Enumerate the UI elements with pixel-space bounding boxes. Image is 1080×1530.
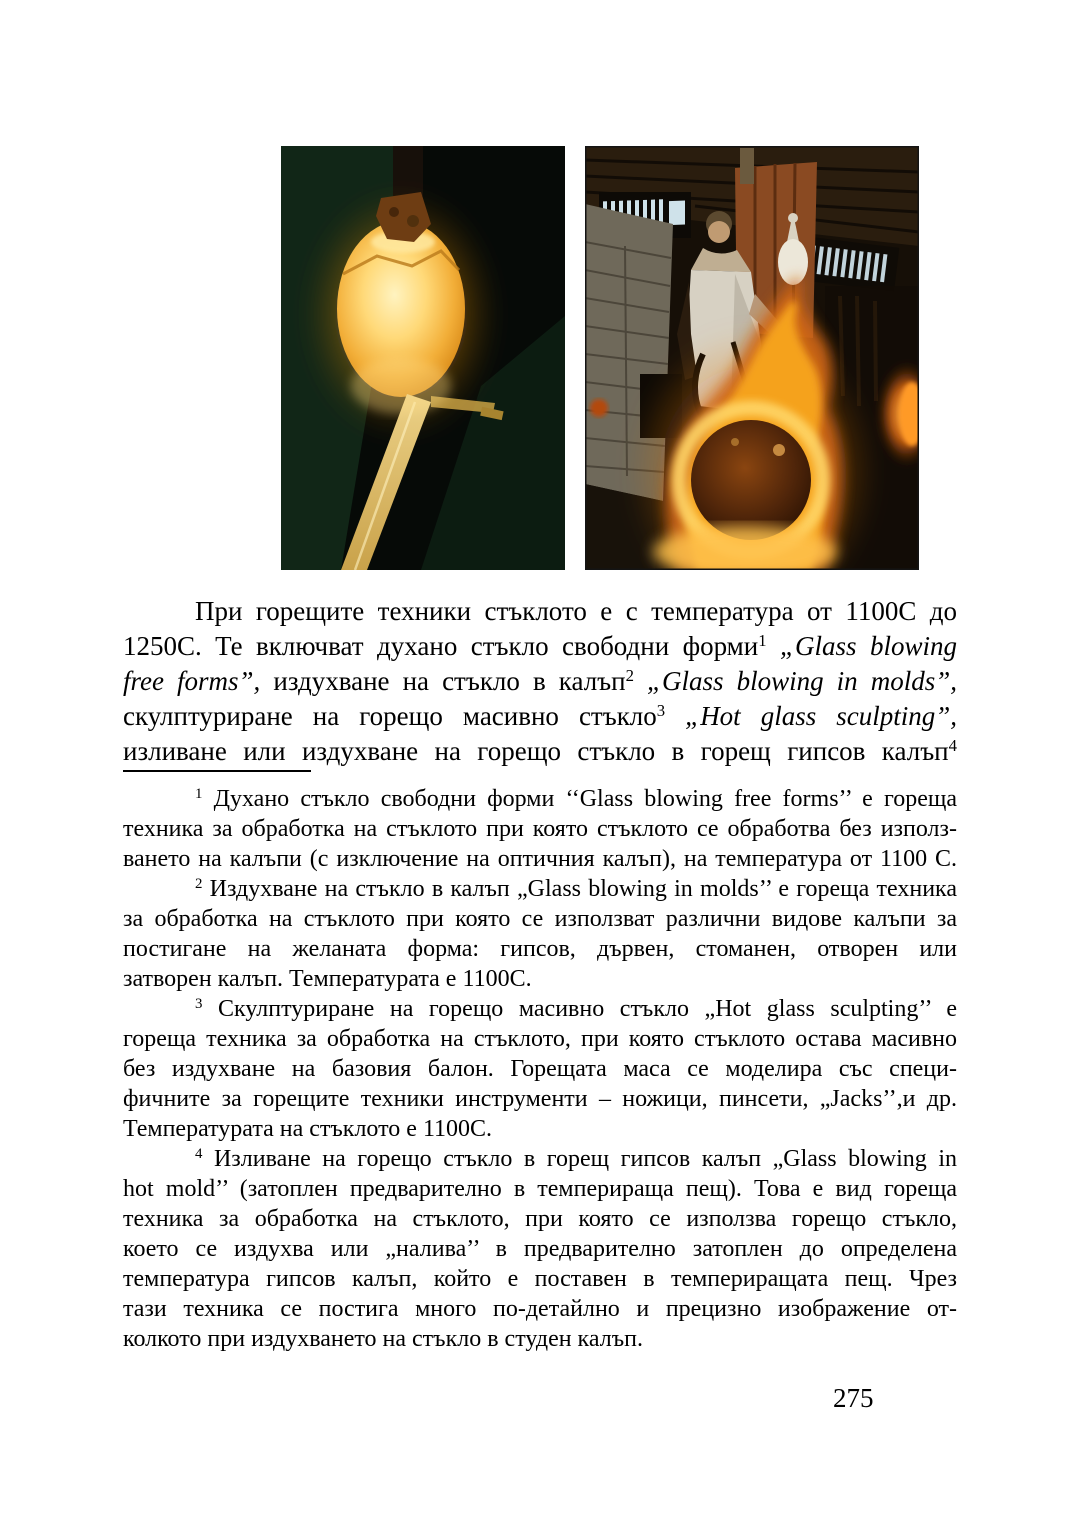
text-segment: постигане на желаната форма: гипсов, дървен, стоманен, отворен или [123, 936, 957, 962]
text-segment: Температурата на стъклото е 1100С. [123, 1116, 493, 1142]
footnote-4 [123, 1144, 957, 1354]
footnotes-block [123, 784, 957, 1354]
text-segment: „Glass blowing in molds”, [647, 666, 957, 696]
text-segment: Духано стъкло свободни форми ‘‘Glass blowing free forms’’ е гореща [202, 786, 957, 812]
text-segment [767, 631, 780, 661]
text-segment: техника за обработка на стъклото при която стъклото се обработва без използ- [123, 816, 957, 842]
text-line [123, 1054, 957, 1084]
footnote-marker: 4 [948, 735, 957, 755]
text-segment: ването на калъпи (с изключение на оптичния калъп), на температура от 1100 С. [123, 846, 957, 872]
text-line [123, 1084, 957, 1114]
text-segment: „Hot glass sculpting”, [685, 701, 957, 731]
text-segment [665, 701, 685, 731]
text-segment: Скулптуриране на горещо масивно стъкло „Hot glass sculpting’’ е [202, 996, 957, 1022]
text-line [123, 964, 957, 994]
text-line [123, 594, 957, 629]
text-line [123, 904, 957, 934]
footnote-marker: 3 [195, 995, 203, 1012]
text-line [123, 664, 957, 699]
photo-molten-glass [281, 146, 565, 570]
text-line [123, 784, 957, 814]
text-line [123, 934, 957, 964]
footnote-1 [123, 784, 957, 874]
footnote-separator [123, 770, 311, 772]
workshop-illustration [585, 146, 919, 570]
sphere-highlight-2 [731, 438, 739, 446]
text-segment: колкото при издухването на стъкло в студен калъп. [123, 1326, 643, 1352]
text-line [123, 814, 957, 844]
text-line [123, 734, 957, 769]
text-line [123, 1144, 957, 1174]
molten-glass-illustration [281, 146, 565, 570]
text-segment: температура гипсов калъп, който е поставен в темпериращата пещ. Чрез [123, 1266, 957, 1292]
lower-glow [351, 358, 451, 414]
footnote-marker: 1 [195, 785, 203, 802]
page-number: 275 [833, 1383, 874, 1413]
text-segment: скулптуриране на горещо масивно стъкло [123, 701, 657, 731]
footnote-marker: 2 [625, 665, 634, 685]
footnote-2 [123, 874, 957, 994]
door-post [740, 148, 754, 184]
text-line [123, 1114, 957, 1144]
ember-glow [590, 399, 608, 417]
cork-texture [407, 215, 419, 227]
text-segment: фичните за горещите техники инструменти – ножици, пинсети, „Jacks’’,и др. [123, 1086, 957, 1112]
text-segment: без издухване на базовия балон. Горещата маса се моделира със специ- [123, 1056, 957, 1082]
text-segment: „Glass blowing [780, 631, 957, 661]
text-segment: hot mold’’ (затоплен предварително в темперираща пещ). Това е вид гореща [123, 1176, 957, 1202]
text-segment: гореща техника за обработка на стъклото, при която стъклото остава масивно [123, 1026, 957, 1052]
text-segment: При горещите техники стъклото е с температура от 1100С до [195, 596, 957, 626]
text-segment [634, 666, 647, 696]
text-segment: тази техника се постига много по-детайлно и прецизно изображение от- [123, 1296, 957, 1322]
body-paragraph [123, 594, 957, 769]
text-segment: издухване на стъкло в калъп [260, 666, 626, 696]
footnote-marker: 2 [195, 875, 203, 892]
text-segment: Изливане на горещо стъкло в горещ гипсов калъп „Glass blowing in [202, 1146, 957, 1172]
text-segment: Издухване на стъкло в калъп „Glass blowing in molds’’ е гореща техника [202, 876, 957, 902]
text-segment: 1250С. Те включват духано стъкло свободни форми [123, 631, 759, 661]
text-line [123, 699, 957, 734]
text-line [123, 1204, 957, 1234]
text-line [123, 1324, 957, 1354]
text-segment: затворен калъп. Температурата е 1100С. [123, 966, 532, 992]
text-line [123, 1024, 957, 1054]
text-segment: техника за обработка на стъклото, при която се използва горещо стъкло, [123, 1206, 957, 1232]
footnote-3 [123, 994, 957, 1144]
photo-glassblowing-workshop [585, 146, 919, 570]
face [708, 221, 730, 243]
text-line [123, 874, 957, 904]
cork-texture [389, 207, 399, 217]
text-segment: за обработка на стъклото при която се използват различни видове калъпи за [123, 906, 957, 932]
text-line [123, 1264, 957, 1294]
text-line [123, 844, 957, 874]
text-segment: free forms”, [123, 666, 261, 696]
glass-sphere [691, 420, 811, 540]
text-line [123, 1234, 957, 1264]
footnote-marker: 3 [656, 700, 666, 720]
text-line [123, 1294, 957, 1324]
text-line [123, 629, 957, 664]
footnote-marker: 1 [758, 630, 767, 650]
text-line [123, 1174, 957, 1204]
sphere-highlight [773, 444, 785, 456]
text-segment: изливане или издухване на горещо стъкло в горещ гипсов калъп [123, 736, 949, 766]
text-line [123, 994, 957, 1024]
footnote-marker: 4 [195, 1145, 203, 1162]
text-segment: което се издухва или „налива’’ в предварително затоплен до определена [123, 1236, 957, 1262]
